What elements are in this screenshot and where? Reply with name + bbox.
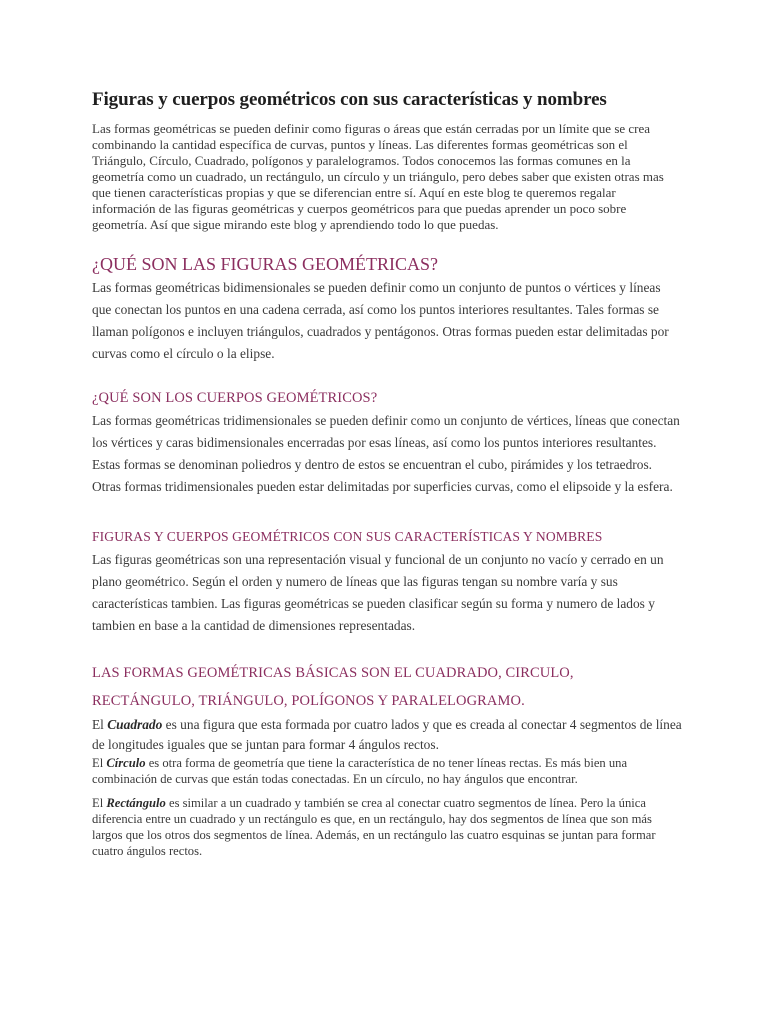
intro-paragraph: Las formas geométricas se pueden definir como figuras o áreas que están cerradas por un límite que se crea combinando la cantidad específica de curvas, puntos y líneas. Las diferentes formas geométricas son el Triángulo, Círculo, Cuadrado, polígonos y paralelogramos. Todos conocemos las formas comunes en la geometría como un cuadrado, un rectángulo, un círculo y un triángulo, pero debes saber que existen otras mas que tienen características propias y que se diferencian entre sí. Aquí en este blog te queremos regalar información de las figuras geométricas y cuerpos geométricos para que puedas aprender un poco sobre geometría. Así que sigue mirando este blog y aprendiendo todo lo que puedas. (92, 121, 664, 232)
paragraph-text: es una figura que esta formada por cuatro lados y que es creada al conectar 4 segmentos de línea de longitudes iguales que se juntan para formar 4 ángulos rectos. (92, 717, 682, 752)
section-heading-cuerpos: ¿QUÉ SON LOS CUERPOS GEOMÉTRICOS? (92, 390, 378, 406)
prefix-text: El (92, 756, 107, 770)
paragraph-text: es similar a un cuadrado y también se crea al conectar cuatro segmentos de línea. Pero la única diferencia entre un cuadrado y un rectángulo es que, en un rectángulo, hay dos segmentos de línea que son más largos que los otros dos segmentos de línea. Además, en un rectángulo las cuatro esquinas se juntan para formar cuatro ángulos rectos. (92, 796, 656, 858)
term-circulo: Círculo (106, 756, 146, 770)
document-title: Figuras y cuerpos geométricos con sus características y nombres (92, 89, 607, 110)
term-rectangulo: Rectángulo (106, 796, 166, 810)
paragraph-text: es otra forma de geometría que tiene la característica de no tener líneas rectas. Es más bien una combinación de curvas que están todas conectadas. En un círculo, no hay ángulos que encontrar. (92, 756, 628, 786)
section-body-cuerpos: Las formas geométricas tridimensionales se pueden definir como un conjunto de vértices, líneas que conectan los vértices y caras bidimensionales encerradas por esas líneas, así como los puntos interiores resultantes. Estas formas se denominan poliedros y dentro de estos se encuentran el cubo, pirámides y los tetraedros. Otras formas tridimensionales pueden estar delimitadas por superficies curvas, como el elipsoide y la esfera. (92, 413, 680, 494)
paragraph-cuadrado (92, 715, 682, 755)
paragraph-circulo (92, 755, 682, 787)
paragraph-rectangulo (92, 795, 682, 859)
term-cuadrado: Cuadrado (107, 717, 163, 732)
prefix-text: El (92, 796, 107, 810)
section-heading-formas-basicas: LAS FORMAS GEOMÉTRICAS BÁSICAS SON EL CUADRADO, CIRCULO, RECTÁNGULO, TRIÁNGULO, POLÍGONOS Y PARALELOGRAMO. (92, 665, 574, 709)
prefix-text: El (92, 717, 108, 732)
section-heading-figuras: ¿QUÉ SON LAS FIGURAS GEOMÉTRICAS? (92, 254, 439, 274)
section-heading-caracteristicas: FIGURAS Y CUERPOS GEOMÉTRICOS CON SUS CARACTERÍSTICAS Y NOMBRES (92, 529, 603, 544)
document-page (92, 88, 682, 859)
section-body-caracteristicas: Las figuras geométricas son una representación visual y funcional de un conjunto no vacío y cerrado en un plano geométrico. Según el orden y numero de líneas que las figuras tengan su nombre varía y sus características tambien. Las figuras geométricas se pueden clasificar según su forma y numero de lados y tambien en base a la cantidad de dimensiones representadas. (92, 552, 664, 633)
section-body-figuras: Las formas geométricas bidimensionales se pueden definir como un conjunto de puntos o vértices y líneas que conectan los puntos en una cadena cerrada, así como los puntos interiores resultantes. Tales formas se llaman polígonos e incluyen triángulos, cuadrados y pentágonos. Otras formas pueden estar delimitadas por curvas como el círculo o la elipse. (92, 280, 669, 361)
